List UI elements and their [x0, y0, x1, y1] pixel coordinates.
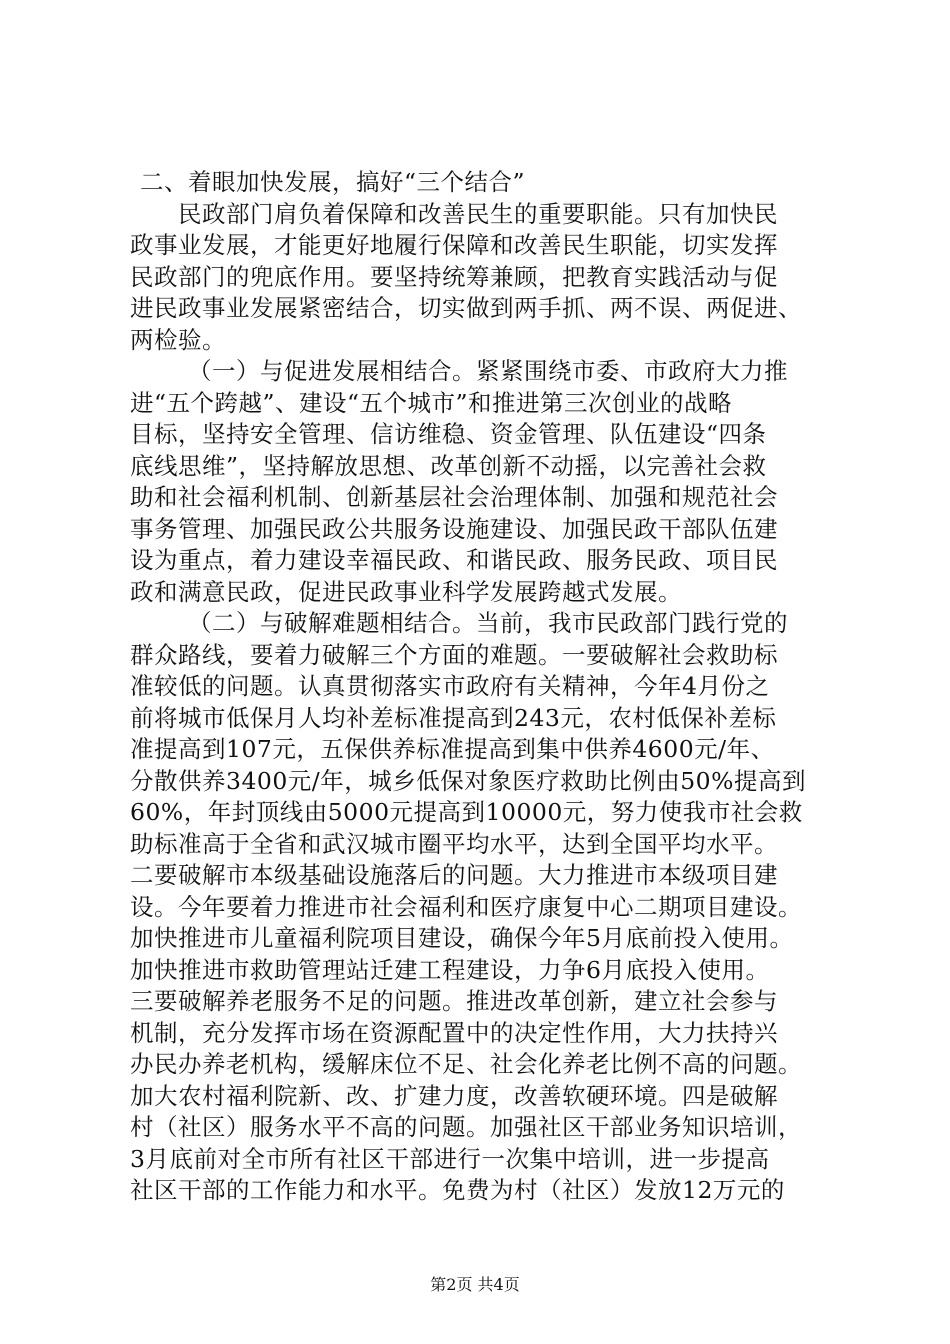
page-footer: 第2页 共4页 — [430, 1275, 520, 1294]
paragraph-line: 政事业发展，才能更好地履行保障和改善民生职能，切实发挥 — [130, 231, 778, 259]
paragraph-line: 准较低的问题。认真贯彻落实市政府有关精神，今年4月份之 — [130, 672, 770, 700]
paragraph-line: 分散供养3400元/年，城乡低保对象医疗救助比例由50%提高到 — [130, 766, 806, 795]
paragraph-line: 60%，年封顶线由5000元提高到10000元，努力使我市社会救 — [130, 798, 803, 826]
paragraph-line: 二要破解市本级基础设施落后的问题。大力推进市本级项目建 — [130, 861, 778, 889]
paragraph-line: 助标准高于全省和武汉城市圈平均水平，达到全国平均水平。 — [130, 829, 778, 858]
paragraph-line: 加大农村福利院新、改、扩建力度，改善软硬环境。四是破解 — [130, 1081, 778, 1110]
paragraph-line: 社区干部的工作能力和水平。免费为村（社区）发放12万元的 — [130, 1176, 785, 1204]
paragraph-line: 事务管理、加强民政公共服务设施建设、加强民政干部队伍建 — [130, 514, 778, 543]
paragraph-line: 办民办养老机构，缓解床位不足、社会化养老比例不高的问题。 — [130, 1050, 802, 1078]
paragraph-line: 群众路线，要着力破解三个方面的难题。一要破解社会救助标 — [130, 640, 778, 669]
paragraph-line: 民政部门的兜底作用。要坚持统筹兼顾，把教育实践活动与促 — [130, 262, 778, 291]
section-heading: 二、着眼加快发展，搞好“三个结合” — [140, 168, 526, 196]
paragraph-line: 加快推进市儿童福利院项目建设，确保今年5月底前投入使用。 — [130, 924, 794, 952]
paragraph-line: 两检验。 — [130, 325, 226, 354]
paragraph-line: 民政部门肩负着保障和改善民生的重要职能。只有加快民 — [178, 199, 778, 228]
paragraph-line: 准提高到107元，五保供养标准提高到集中供养4600元/年、 — [130, 735, 775, 763]
paragraph-line: 进民政事业发展紧密结合，切实做到两手抓、两不误、两促进、 — [130, 294, 802, 322]
paragraph-line: 设为重点，着力建设幸福民政、和谐民政、服务民政、项目民 — [130, 546, 778, 574]
paragraph-line: 3月底前对全市所有社区干部进行一次集中培训，进一步提高 — [130, 1144, 770, 1173]
paragraph-line: 加快推进市救助管理站迁建工程建设，力争6月底投入使用。 — [130, 955, 770, 984]
paragraph-line: 三要破解养老服务不足的问题。推进改革创新，建立社会参与 — [130, 987, 778, 1015]
paragraph-line: 助和社会福利机制、创新基层社会治理体制、加强和规范社会 — [130, 483, 778, 511]
paragraph-line: 政和满意民政，促进民政事业科学发展跨越式发展。 — [130, 577, 682, 606]
paragraph-line: 设。今年要着力推进市社会福利和医疗康复中心二期项目建设。 — [130, 892, 802, 921]
paragraph-line: 进“五个跨越”、建设“五个城市”和推进第三次创业的战略 — [130, 388, 733, 417]
paragraph-line: 村（社区）服务水平不高的问题。加强社区干部业务知识培训， — [130, 1113, 802, 1141]
paragraph-line: 目标，坚持安全管理、信访维稳、资金管理、队伍建设“四条 — [130, 420, 767, 448]
paragraph-line: （二）与破解难题相结合。当前，我市民政部门践行党的 — [188, 609, 788, 637]
paragraph-line: 机制，充分发挥市场在资源配置中的决定性作用，大力扶持兴 — [130, 1018, 778, 1047]
paragraph-line: 底线思维”，坚持解放思想、改革创新不动摇，以完善社会救 — [130, 451, 767, 480]
paragraph-line: 前将城市低保月人均补差标准提高到243元，农村低保补差标 — [130, 703, 777, 732]
paragraph-line: （一）与促进发展相结合。紧紧围绕市委、市政府大力推 — [188, 357, 788, 385]
